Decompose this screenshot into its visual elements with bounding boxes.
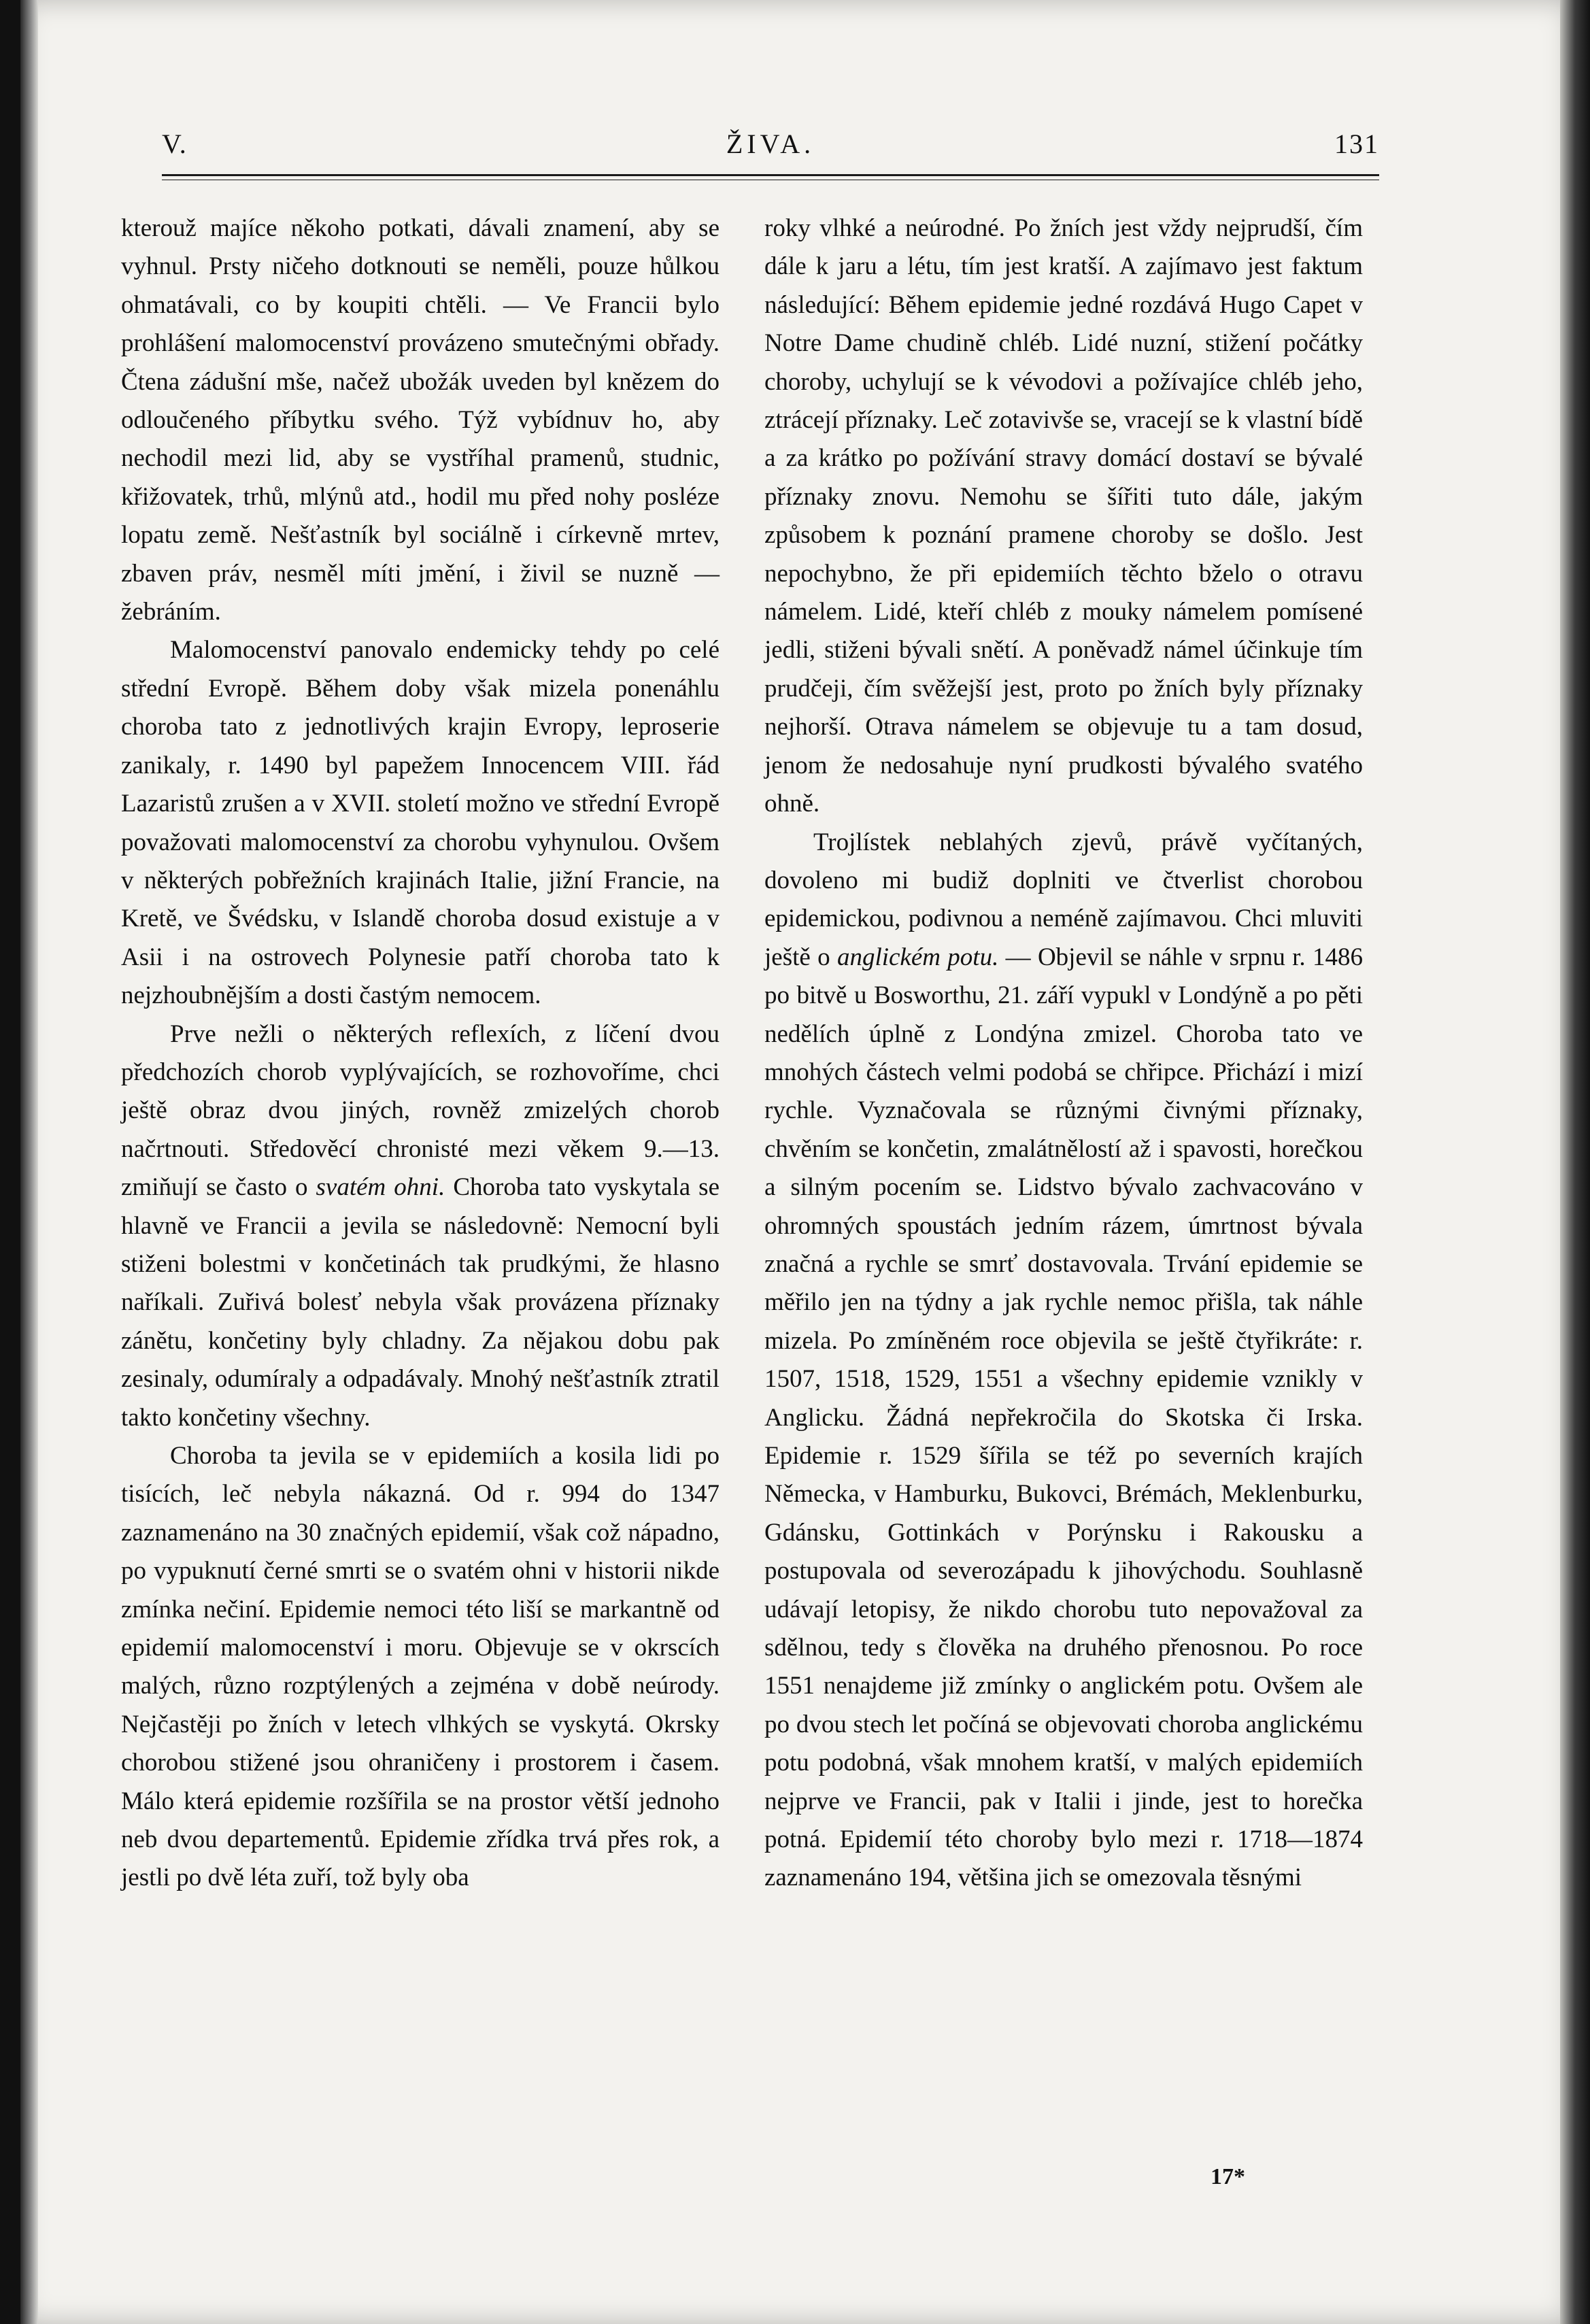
emphasis-term: anglickém potu. [836, 943, 999, 971]
paragraph: Prve nežli o některých reflexích, z líčení dvou předchozích chorob vyplývajících, se rozhovoříme, chci ještě obraz dvou jiných, rovněž zmizelých chorob načrtnouti. Středověcí chronisté mezi věkem 9.—13. zmiňují se často o svatém ohni. Choroba tato vyskytala se hlavně ve Francii a jevila se následovně: Nemocní byli stiženi bolestmi v končetinách tak prudkými, že hlasno naříkali. Zuřivá bolesť nebyla však provázena příznaky zánětu, končetiny byly chladny. Za nějakou dobu pak zesinaly, odumíraly a odpadávaly. Mnohý nešťastník ztratil takto končetiny všechny. [121, 1020, 720, 1432]
left-column [121, 209, 720, 1898]
paragraph: Malomocenství panovalo endemicky tehdy po celé střední Evropě. Během doby však mizela ponenáhlu choroba tato z jednotlivých krajin Evropy, leproserie zanikaly, r. 1490 byl papežem Innocencem VIII. řád Lazaristů zrušen a v XVII. století možno ve střední Evropě považovati malomocenství za chorobu vyhynulou. Ovšem v některých pobřežních krajinách Italie, jižní Francie, na Kretě, ve Švédsku, v Islandě choroba dosud existuje a v Asii i na ostrovech Polynesie patří choroba tato k nejzhoubnějším a dosti častým nemocem. [121, 636, 720, 1010]
header-rule-thick [162, 174, 1379, 176]
right-column [764, 209, 1363, 1898]
volume-number: V. [162, 129, 188, 159]
scan-left-edge [20, 0, 38, 2324]
paragraph: kterouž majíce někoho potkati, dávali znamení, aby se vyhnul. Prsty ničeho dotknouti se neměli, pouze hůlkou ohmatávali, co by koupiti chtěli. — Ve Francii bylo prohlášení malomocenství provázeno smutečnými obřady. Čtena zádušní mše, načež ubožák uveden byl knězem do odloučeného příbytku svého. Týž vybídnuv ho, aby nechodil mezi lid, aby se vystříhal pramenů, studnic, křižovatek, trhů, mlýnů atd., hodil mu před nohy posléze lopatu země. Nešťastník byl sociálně i církevně mrtev, zbaven práv, nesměl míti jmění, i živil se nuzně — žebráním. [121, 214, 720, 626]
scan-right-edge [1560, 0, 1590, 2324]
running-header [162, 128, 1379, 169]
paragraph: Trojlístek neblahých zjevů, právě vyčítaných, dovoleno mi budiž doplniti ve čtverlist chorobou epidemickou, podivnou a neméně zajímavou. Chci mluviti ještě o anglickém potu. — Objevil se náhle v srpnu r. 1486 po bitvě u Bosworthu, 21. září vypukl v Londýně a po pěti nedělích úplně z Londýna zmizel. Choroba tato ve mnohých částech velmi podobá se chřipce. Přichází i mizí rychle. Vyznačovala se různými čivnými příznaky, chvěním se končetin, zmalátnělostí až i spavosti, horečkou a silným pocením se. Lidstvo bývalo zachvacováno v ohromných spoustách jedním rázem, úmrtnost bývala značná a rychle se smrť dostavovala. Trvání epidemie se měřilo jen na týdny a jak rychle nemoc přišla, tak náhle mizela. Po zmíněném roce objevila se ještě čtyřikráte: r. 1507, 1518, 1529, 1551 a všechny epidemie vznikly v Anglicku. Žádná nepřekročila do Skotska či Irska. Epidemie r. 1529 šířila se též po severních krajích Německa, v Hamburku, Bukovci, Brémách, Meklenburku, Gdánsku, Gottinkách v Porýnsku i Rakousku a postupovala od severozápadu k jihovýchodu. Souhlasně udávají letopisy, že nikdo chorobu tuto nepovažoval za sdělnou, tedy s člověka na druhého přenosnou. Po roce 1551 nenajdeme již zmínky o anglickém potu. Ovšem ale po dvou stech let počíná se objevovati choroba anglickému potu podobná, však mnohem kratší, v malých epidemiích nejprve ve Francii, pak v Italii i jinde, jest to horečka potná. Epidemií této choroby bylo mezi r. 1718—1874 zaznamenáno 194, většina jich se omezovala těsnými [764, 828, 1363, 1892]
page-number: 131 [1334, 129, 1379, 159]
paragraph: Choroba ta jevila se v epidemiích a kosila lidi po tisících, leč nebyla nákazná. Od r. 994 do 1347 zaznamenáno na 30 značných epidemií, však což nápadno, po vypuknutí černé smrti se o svatém ohni v historii nikde zmínka nečiní. Epidemie nemoci této liší se markantně od epidemií malomocenství i moru. Objevuje se v okrscích malých, různo rozptýlených a zejména v době neúrody. Nejčastěji po žních v letech vlhkých se vyskytá. Okrsky chorobou stižené jsou ohraničeny i prostorem i časem. Málo která epidemie rozšířila se na prostor větší jednoho neb dvou departementů. Epidemie zřídka trvá přes rok, a jestli po dvě léta zuří, tož byly oba [121, 1442, 720, 1892]
emphasis-term: svatém ohni. [316, 1173, 445, 1202]
paragraph: roky vlhké a neúrodné. Po žních jest vždy nejprudší, čím dále k jaru a létu, tím jest kratší. A zajímavo jest faktum následující: Během epidemie jedné rozdává Hugo Capet v Notre Dame chudině chléb. Lidé nuzní, stižení počátky choroby, uchylují se k vévodovi a požívajíce chléb jeho, ztrácejí příznaky. Leč zotavivše se, vracejí se k vlastní bídě a za krátko po požívání stravy domácí dostaví se bývalé příznaky znovu. Nemohu se šířiti tuto dále, jakým způsobem k poznání pramene choroby se došlo. Jest nepochybno, že při epidemiích těchto bželo o otravu námelem. Lidé, kteří chléb z mouky námelem pomísené jedli, stiženi bývali snětí. A poněvadž námel účinkuje tím prudčeji, čím svěžejší jest, proto po žních byly příznaky nejhorší. Otrava námelem se objevuje tu a tam dosud, jenom že nedosahuje nyní prudkosti bývalého svatého ohně. [764, 214, 1363, 818]
signature-mark: 17* [1211, 2164, 1245, 2189]
journal-title: ŽIVA. [726, 129, 815, 159]
